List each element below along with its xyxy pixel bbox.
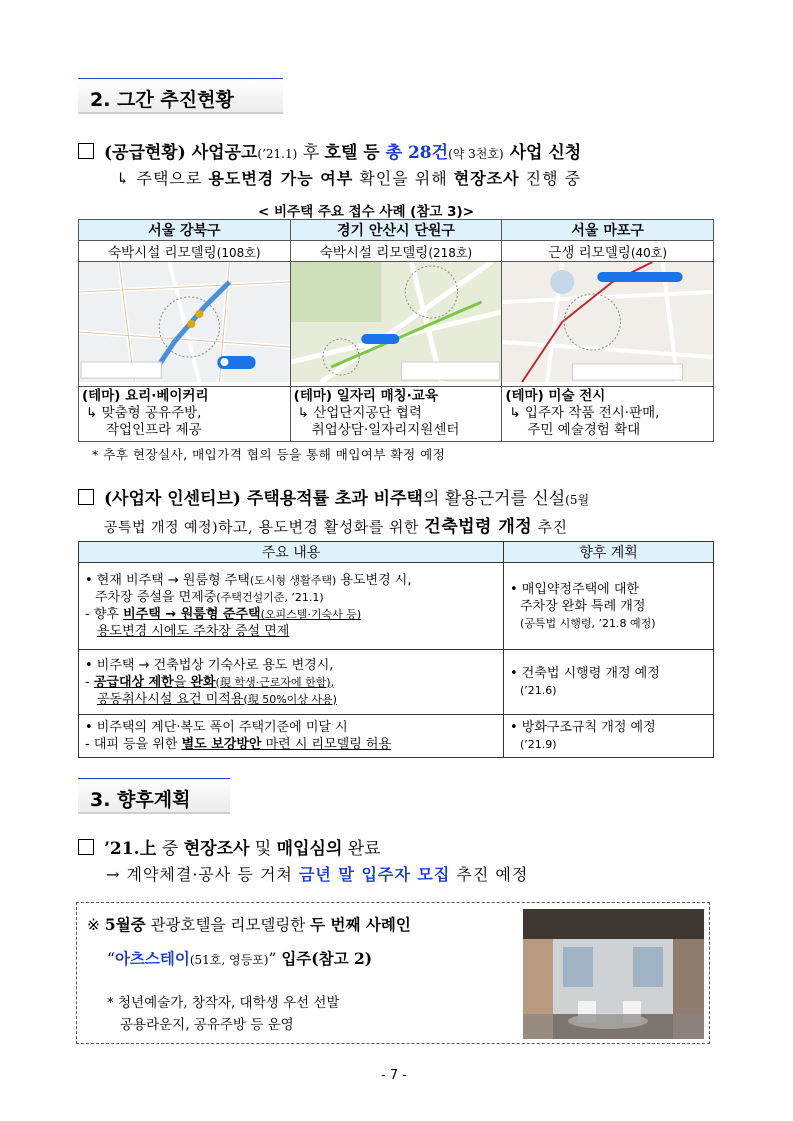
note-detail-1: * 청년예술가, 창작자, 대학생 우선 선발 (107, 995, 340, 1011)
measure-row-2-plan: • 건축법 시행령 개정 예정 (’21.6) (504, 650, 714, 715)
note-line-2: “아츠스테이(51호, 영등포)” 입주(참고 2) (107, 949, 373, 968)
incentive-paragraph-line2: 공특법 개정 예정)하고, 용도변경 활성화를 위한 건축법령 개정 추진 (104, 517, 568, 537)
checkbox-icon (78, 839, 94, 855)
future-plan-paragraph: ’21.上 중 현장조사 및 매입심의 완료 (78, 834, 381, 859)
case-theme: (테마) 일자리 매칭·교육 ↳ 산업단지공단 협력 취업상담·일자리지원센터 (290, 387, 502, 442)
future-plan-subline: → 계약체결·공사 등 거쳐 금년 말 입주자 모집 추진 예정 (106, 865, 529, 884)
case-theme: (테마) 미술 전시 ↳ 입주자 작품 전시·판매, 주민 예술경험 확대 (502, 387, 714, 442)
case-type: 숙박시설 리모델링(108호) (79, 241, 291, 262)
map-image-mapo (502, 262, 713, 382)
map-image-ansan (291, 262, 502, 382)
supply-status-subline: ↳ 주택으로 용도변경 가능 여부 확인을 위해 현장조사 진행 중 (116, 169, 582, 188)
page-number: - 7 - (381, 1068, 407, 1083)
cases-caption: < 비주택 주요 접수 사례 (참고 3)> (258, 204, 475, 220)
measures-header-plan: 향후 계획 (504, 542, 714, 563)
measure-row-1-content: • 현재 비주택 → 원룸형 주택(도시형 생활주택) 용도변경 시, 주차장 증설을 면제중(주택건설기준, ’21.1) - 향후 비주택 → 원룸형 준주택(오피스텔·기숙사 등) 용도변경 시에도 주차장 증설 면제 (79, 563, 504, 650)
checkbox-icon (78, 489, 94, 505)
section-3-title: 3. 향후계획 (78, 778, 230, 814)
measure-row-1-plan: • 매입약정주택에 대한 주차장 완화 특례 개정 (공특법 시행령, ’21.8 예정) (504, 563, 714, 650)
case-map (79, 262, 291, 387)
cases-note: * 추후 현장실사, 매입가격 협의 등을 통해 매입여부 확정 예정 (92, 447, 446, 462)
supply-status-paragraph: (공급현황) 사업공고(’21.1) 후 호텔 등 총 28건(약 3천호) 사업 신청 (78, 138, 581, 163)
case-type: 숙박시설 리모델링(218호) (290, 241, 502, 262)
note-detail-2: 공용라운지, 공유주방 등 운영 (120, 1017, 294, 1033)
note-line-1: ※ 5월중 관광호텔을 리모델링한 두 번째 사례인 (87, 915, 411, 934)
measure-row-3-plan: • 방화구조규칙 개정 예정 (’21.9) (504, 715, 714, 758)
case-region: 서울 마포구 (502, 220, 714, 241)
checkbox-icon (78, 143, 94, 159)
measures-header-content: 주요 내용 (79, 542, 504, 563)
map-image-gangbuk (79, 262, 290, 382)
case-map (502, 262, 714, 387)
case-map (290, 262, 502, 387)
measures-table (78, 541, 714, 758)
case-type: 근생 리모델링(40호) (502, 241, 714, 262)
arts-stay-lounge-photo (523, 909, 704, 1039)
case-region: 경기 안산시 단원구 (290, 220, 502, 241)
measure-row-3-content: • 비주택의 계단·복도 폭이 주택기준에 미달 시 - 대피 등을 위한 별도 보강방안 마련 시 리모델링 허용 (79, 715, 504, 758)
case-theme: (테마) 요리·베이커리 ↳ 맞춤형 공유주방, 작업인프라 제공 (79, 387, 291, 442)
section-2-title: 2. 그간 추진현황 (78, 78, 283, 114)
case-region: 서울 강북구 (79, 220, 291, 241)
incentive-paragraph: (사업자 인센티브) 주택용적률 초과 비주택의 활용근거를 신설(5월 (78, 484, 589, 509)
cases-table (78, 219, 714, 442)
measure-row-2-content: • 비주택 → 건축법상 기숙사로 용도 변경시, - 공급대상 제한을 완화(現 학생·근로자에 한함), 공동취사시설 요건 미적용(現 50%이상 사용) (79, 650, 504, 715)
arts-stay-note-box (76, 902, 710, 1044)
